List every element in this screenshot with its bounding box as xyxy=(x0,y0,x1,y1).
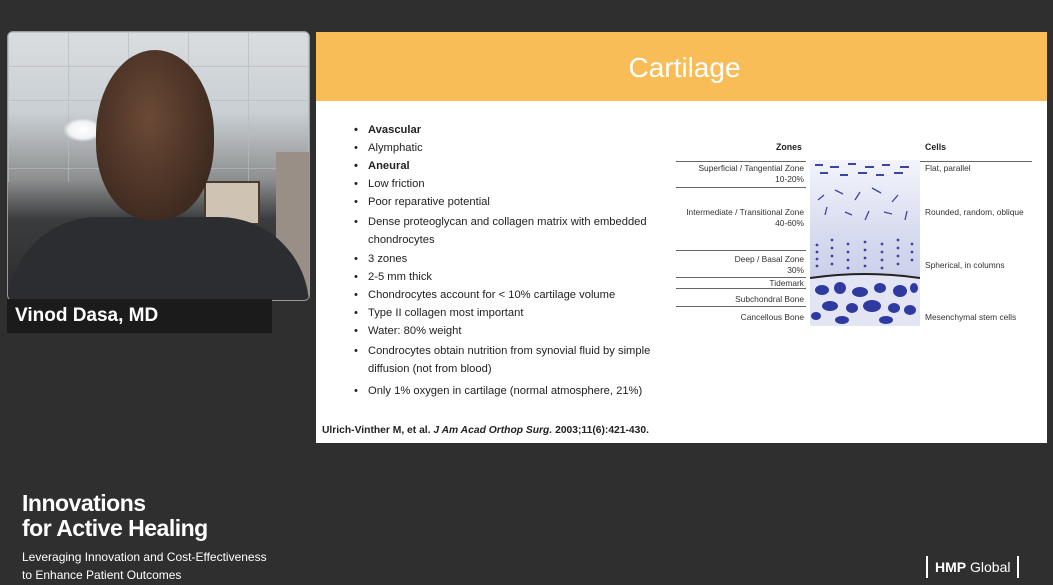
citation-authors: Ulrich-Vinther M, et al. xyxy=(322,425,431,436)
cartilage-histology-illustration xyxy=(810,160,920,326)
cell-label: Flat, parallel xyxy=(925,163,971,173)
zone-label: Subchondral Bone xyxy=(735,294,804,304)
bullet-item: • Low friction xyxy=(354,176,688,194)
event-subtitle: Leveraging Innovation and Cost-Effectiveness to Enhance Patient Outcomes xyxy=(22,550,267,582)
bullet-item: • Avascular xyxy=(354,122,688,140)
zone-label: Deep / Basal Zone 30% xyxy=(734,254,804,275)
speaker-body xyxy=(8,217,309,301)
cell-label: Rounded, random, oblique xyxy=(925,207,1024,217)
bullet-item: • 2-5 mm thick xyxy=(354,269,688,287)
bullet-item: • 3 zones xyxy=(354,251,688,269)
zone-label: Intermediate / Transitional Zone 40-60% xyxy=(686,207,804,228)
divider-line xyxy=(676,306,806,307)
bullet-item: • Alymphatic xyxy=(354,140,688,158)
presentation-slide xyxy=(316,32,1047,443)
logo-bar-right xyxy=(1017,556,1019,578)
bullet-item: • Chondrocytes account for < 10% cartilage volume xyxy=(354,287,688,305)
bullet-item: • Poor reparative potential xyxy=(354,194,688,212)
slide-title: Cartilage xyxy=(628,52,741,83)
zone-label-tidemark: Tidemark xyxy=(769,278,804,288)
hmp-global-logo xyxy=(926,556,1019,578)
speaker-name: Vinod Dasa, MD xyxy=(15,305,159,326)
divider-line xyxy=(920,161,1032,162)
zone-label: Superficial / Tangential Zone 10-20% xyxy=(698,163,804,184)
bullet-item: • Condrocytes obtain nutrition from synovial fluid by simple diffusion (not from blood) xyxy=(354,343,658,378)
divider-line xyxy=(676,187,806,188)
bullet-item: • Water: 80% weight xyxy=(354,323,688,341)
citation-details: 2003;11(6):421-430. xyxy=(555,425,649,436)
bullet-item: • Type II collagen most important xyxy=(354,305,688,323)
logo-bar-left xyxy=(926,556,928,578)
slide-header xyxy=(316,32,1047,101)
logo-mark: HMP xyxy=(935,559,967,575)
cell-label: Mesenchymal stem cells xyxy=(925,312,1017,322)
bullet-item: • Aneural xyxy=(354,158,688,176)
bullet-item: • Dense proteoglycan and collagen matrix with embedded chondrocytes xyxy=(354,214,658,249)
cell-label: Spherical, in columns xyxy=(925,260,1005,270)
event-title: Innovations for Active Healing xyxy=(22,490,208,541)
speaker-name-label xyxy=(7,299,272,333)
zone-label: Cancellous Bone xyxy=(740,312,804,322)
logo-name: Global xyxy=(970,559,1011,575)
divider-line xyxy=(676,161,806,162)
speaker-video[interactable] xyxy=(7,31,310,301)
divider-line xyxy=(676,288,806,289)
citation-journal: J Am Acad Orthop Surg. xyxy=(433,425,553,436)
citation xyxy=(322,425,649,436)
bullet-item: • Only 1% oxygen in cartilage (normal atmosphere, 21%) xyxy=(354,383,698,401)
divider-line xyxy=(676,250,806,251)
cells-header: Cells xyxy=(925,142,947,152)
zones-header: Zones xyxy=(776,142,802,152)
speaker-head xyxy=(96,50,214,220)
